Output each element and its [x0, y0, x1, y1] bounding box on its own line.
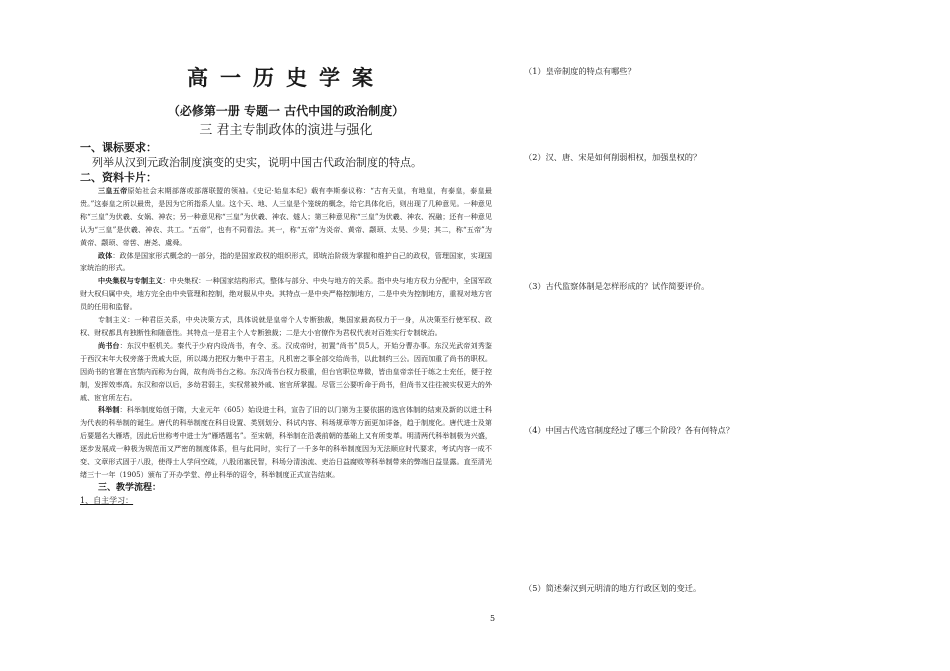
page-subtitle: （必修第一册 专题一 古代中国的政治制度） — [167, 104, 405, 118]
card-polity — [80, 250, 492, 276]
card-text: ：东汉中枢机关。秦代于少府内设尚书，有令、丞。汉成帝时，初置“尚书”员5人，开始分曹办事。东汉光武帝刘秀鉴于西汉末年大权旁落于贵戚大臣，所以竭力把权力集中于君主，凡机密之事全部交给尚书，以此制约三公。因而加重了尚书的职权。因尚书的官署在宫禁内而称为台阁，故有尚书台之称。东汉尚书台权力极重，但台官职位卑微，皆由皇帝亲任于练之士充任，便于控制，发挥效率高。东汉和帝以后，多幼君弱主，实权常被外戚、宦官所掌握。尽管三公要听命于尚书，但尚书又往往被实权更大的外戚、宦官所左右。 — [80, 340, 492, 402]
self-study-heading: 1、自主学习： — [80, 495, 134, 505]
left-column — [80, 64, 492, 507]
question-3: （3）古代监察体制是怎样形成的？试作简要评价。 — [524, 281, 710, 291]
card-three-sovereigns — [80, 185, 492, 250]
question-1: （1）皇帝制度的特点有哪些？ — [524, 66, 636, 76]
question-2: （2）汉、唐、宋是如何削弱相权，加强皇权的？ — [524, 152, 702, 162]
resource-cards-heading: 二、资料卡片： — [80, 171, 157, 184]
card-text: ：政体是国家形式概念的一部分，指的是国家政权的组织形式，即统治阶级为掌握和维护自己的政权，管理国家，实现国家统治的形式。 — [80, 250, 493, 273]
question-5: （5）简述秦汉到元明清的地方行政区划的变迁。 — [524, 583, 702, 593]
card-imperial-exam — [80, 404, 492, 481]
card-centralization — [80, 275, 492, 314]
card-term: 科举制 — [98, 405, 120, 415]
page-number: 5 — [490, 614, 496, 623]
card-term: 中央集权与专制主义 — [98, 276, 163, 286]
curriculum-requirements-text: 列举从汉到元政治制度演变的史实，说明中国古代政治制度的特点。 — [92, 156, 422, 169]
card-term: 尚书台 — [98, 340, 120, 350]
card-autocracy: 专制主义：一种君臣关系，中央决策方式，具体说就是皇帝个人专断独裁，集国家最高权力于一身，从决策至行使军权、政权、财权都具有独断性和随意性。其特点一是君主个人专断独裁；二是大小官僚作为君权代表对百姓实行专制统治。 — [80, 315, 492, 337]
card-text: ：中央集权：一种国家结构形式，整体与部分、中央与地方的关系。指中央与地方权力分配中，全国军政财大权归属中央，地方完全由中央管理和控制，绝对服从中央。其特点一是中央严格控制地方，二是中央为控制地方，重视对地方官员的任用和监督。 — [80, 276, 492, 312]
card-shangshutai — [80, 340, 492, 405]
card-text: ：科举制度始创于隋，大业元年（605）始设进士科，宣告了旧的以门第为主要依据的选官体制的结束及新的以进士科为代表的科举制的诞生。唐代的科举制度在科目设置、类别划分、科试内容、科场规章等方面更加详备，趋于制度化。唐代进士及第后要题名大雁塔，因此后世称考中进士为“雁塔题名”。至宋朝，科举制在沿袭前朝的基础上又有所变革。明清两代科举制极为兴盛，逐步发展成一种极为规范而又严密的制度体系，但与此同时，实行了一千多年的科举制度因为无法顺应时代要求，考试内容一成不变、文章形式固于八股，使得士人学问空疏，八股闭塞民智，科场分清浊流、吏治日益腐败等科举制带来的弊端日益显露。直至清光绪三十一年（1905）颁布了开办学堂、停止科举的诏令，科举制度正式宣告结束。 — [80, 405, 493, 479]
card-term: 政体 — [98, 250, 113, 260]
lesson-heading: 三 君主专制政体的演进与强化 — [199, 123, 373, 138]
page-title: 高一历史学案 — [187, 65, 385, 90]
curriculum-requirements-heading: 一、课标要求： — [80, 141, 157, 154]
card-term: 三皇五帝 — [98, 186, 128, 195]
question-4: （4）中国古代选官制度经过了哪三个阶段？各有何特点？ — [524, 425, 734, 435]
card-text: 原始社会末期部落或部落联盟的领袖。《史记·始皇本纪》载有李斯泰议称：“古有天皇，有地皇，有泰皇，泰皇最贵。”这泰皇之所以最贵，是因为它所指系人皇。这个天、地、人三皇是个笼统的概念，给它具体化后，则出现了几种意见。一种意见称“三皇”为伏羲、女娲、神农；另一种意见称“三皇”为伏羲、神农、燧人；第三种意见称“三皇”为伏羲、神农、祝融；还有一种意见认为“三皇”是伏羲、神农、共工。“五帝”，也有不同看法。其一，称“五帝”为炎帝、黄帝、颛顼、太昊、少昊；其二，称“五帝”为黄帝、颛顼、帝喾、唐尧、虞舜。 — [80, 186, 493, 247]
teaching-process-heading: 三、教学流程： — [98, 482, 162, 493]
